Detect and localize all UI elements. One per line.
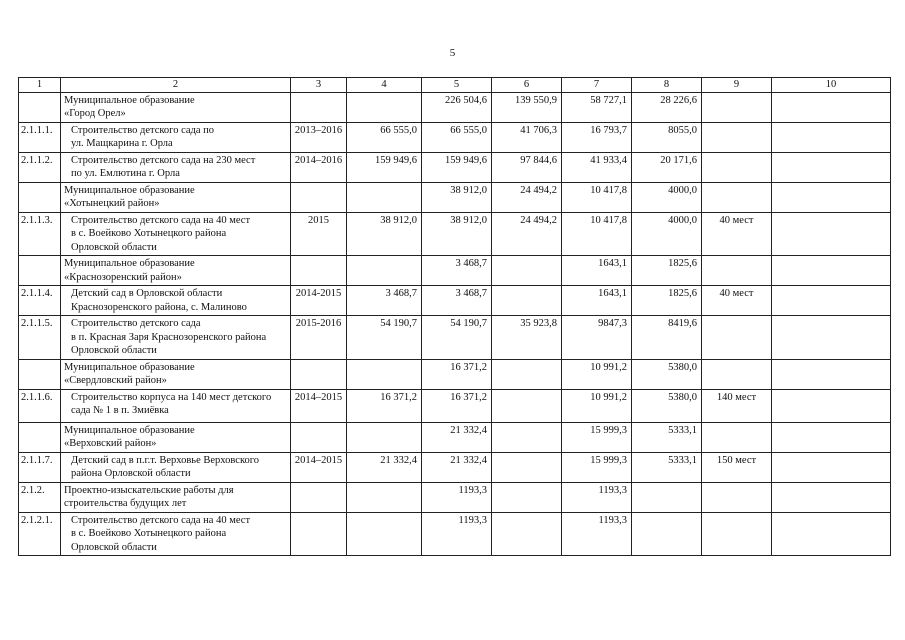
cell-years — [291, 512, 347, 556]
cell-col8: 4000,0 — [632, 212, 702, 256]
table-row — [19, 512, 891, 556]
column-header: 6 — [492, 78, 562, 93]
table-row-group — [19, 92, 891, 122]
cell-col4 — [347, 92, 422, 122]
cell-name: Муниципальное образование «Хотынецкий район» — [61, 182, 291, 212]
cell-years: 2014–2016 — [291, 152, 347, 182]
cell-col8: 20 171,6 — [632, 152, 702, 182]
cell-col6 — [492, 389, 562, 422]
cell-col10 — [772, 152, 891, 182]
cell-col9 — [702, 359, 772, 389]
cell-code: 2.1.1.1. — [19, 122, 61, 152]
cell-col10 — [772, 316, 891, 360]
cell-col4: 159 949,6 — [347, 152, 422, 182]
cell-col7: 10 417,8 — [562, 182, 632, 212]
cell-code: 2.1.1.3. — [19, 212, 61, 256]
cell-name: Строительство детского сада в п. Красная Заря Краснозоренского района Орловской области — [61, 316, 291, 360]
cell-name: Муниципальное образование «Краснозоренский район» — [61, 256, 291, 286]
cell-col8: 8419,6 — [632, 316, 702, 360]
cell-code — [19, 92, 61, 122]
cell-col7: 10 417,8 — [562, 212, 632, 256]
cell-col6 — [492, 286, 562, 316]
cell-code: 2.1.1.7. — [19, 452, 61, 482]
column-header: 3 — [291, 78, 347, 93]
cell-code — [19, 422, 61, 452]
cell-code — [19, 256, 61, 286]
table-row — [19, 389, 891, 422]
cell-code — [19, 359, 61, 389]
cell-years: 2014–2015 — [291, 452, 347, 482]
cell-code: 2.1.2. — [19, 482, 61, 512]
cell-col10 — [772, 512, 891, 556]
cell-col6 — [492, 512, 562, 556]
column-header: 4 — [347, 78, 422, 93]
cell-name: Строительство корпуса на 140 мест детского сада № 1 в п. Змиёвка — [61, 389, 291, 422]
cell-code: 2.1.1.2. — [19, 152, 61, 182]
table-row — [19, 452, 891, 482]
column-header: 10 — [772, 78, 891, 93]
cell-col10 — [772, 286, 891, 316]
cell-years — [291, 182, 347, 212]
cell-col6 — [492, 256, 562, 286]
cell-col6: 24 494,2 — [492, 182, 562, 212]
column-header: 5 — [422, 78, 492, 93]
cell-years: 2015 — [291, 212, 347, 256]
cell-col8: 1825,6 — [632, 286, 702, 316]
cell-col7: 10 991,2 — [562, 389, 632, 422]
page-number: 5 — [449, 47, 456, 59]
table-row — [19, 122, 891, 152]
cell-col9 — [702, 256, 772, 286]
cell-col6: 35 923,8 — [492, 316, 562, 360]
cell-years — [291, 92, 347, 122]
cell-code: 2.1.1.5. — [19, 316, 61, 360]
cell-col9 — [702, 482, 772, 512]
column-header: 7 — [562, 78, 632, 93]
cell-col4 — [347, 256, 422, 286]
cell-col7: 10 991,2 — [562, 359, 632, 389]
cell-col9: 40 мест — [702, 212, 772, 256]
cell-code: 2.1.1.6. — [19, 389, 61, 422]
column-header: 1 — [19, 78, 61, 93]
cell-col4: 38 912,0 — [347, 212, 422, 256]
cell-col4: 54 190,7 — [347, 316, 422, 360]
cell-col6 — [492, 482, 562, 512]
cell-col4 — [347, 422, 422, 452]
cell-col5: 3 468,7 — [422, 286, 492, 316]
cell-col5: 1193,3 — [422, 482, 492, 512]
budget-table — [18, 77, 891, 556]
cell-col6 — [492, 452, 562, 482]
cell-col10 — [772, 482, 891, 512]
cell-col6: 139 550,9 — [492, 92, 562, 122]
cell-name: Строительство детского сада на 40 мест в с. Воейково Хотынецкого района Орловской области — [61, 512, 291, 556]
cell-col6: 97 844,6 — [492, 152, 562, 182]
cell-years: 2015-2016 — [291, 316, 347, 360]
cell-col10 — [772, 182, 891, 212]
cell-col8 — [632, 512, 702, 556]
cell-col5: 226 504,6 — [422, 92, 492, 122]
cell-col6: 41 706,3 — [492, 122, 562, 152]
cell-col4 — [347, 482, 422, 512]
cell-name: Строительство детского сада на 40 мест в с. Воейково Хотынецкого района Орловской области — [61, 212, 291, 256]
cell-col10 — [772, 389, 891, 422]
cell-col9 — [702, 152, 772, 182]
cell-col10 — [772, 359, 891, 389]
cell-col9: 40 мест — [702, 286, 772, 316]
cell-years — [291, 256, 347, 286]
table-row — [19, 212, 891, 256]
cell-name: Строительство детского сада на 230 мест по ул. Емлютина г. Орла — [61, 152, 291, 182]
cell-col7: 16 793,7 — [562, 122, 632, 152]
cell-name: Муниципальное образование «Верховский район» — [61, 422, 291, 452]
cell-col5: 159 949,6 — [422, 152, 492, 182]
cell-name: Проектно-изыскательские работы для строительства будущих лет — [61, 482, 291, 512]
cell-col9 — [702, 316, 772, 360]
cell-col6 — [492, 359, 562, 389]
cell-col9: 140 мест — [702, 389, 772, 422]
cell-col10 — [772, 92, 891, 122]
cell-name: Муниципальное образование «Свердловский район» — [61, 359, 291, 389]
cell-col10 — [772, 122, 891, 152]
cell-col9 — [702, 92, 772, 122]
cell-years — [291, 482, 347, 512]
table-row — [19, 152, 891, 182]
cell-col8: 8055,0 — [632, 122, 702, 152]
cell-col8: 28 226,6 — [632, 92, 702, 122]
cell-col8 — [632, 482, 702, 512]
cell-col9 — [702, 422, 772, 452]
cell-col4: 16 371,2 — [347, 389, 422, 422]
cell-name: Муниципальное образование «Город Орел» — [61, 92, 291, 122]
cell-col5: 16 371,2 — [422, 389, 492, 422]
cell-col5: 54 190,7 — [422, 316, 492, 360]
cell-col7: 1643,1 — [562, 256, 632, 286]
cell-col7: 9847,3 — [562, 316, 632, 360]
cell-code: 2.1.1.4. — [19, 286, 61, 316]
cell-col7: 1193,3 — [562, 512, 632, 556]
column-header: 8 — [632, 78, 702, 93]
cell-col10 — [772, 212, 891, 256]
cell-col8: 1825,6 — [632, 256, 702, 286]
cell-col5: 3 468,7 — [422, 256, 492, 286]
cell-years — [291, 422, 347, 452]
cell-col4 — [347, 182, 422, 212]
cell-code: 2.1.2.1. — [19, 512, 61, 556]
table-row-group — [19, 482, 891, 512]
cell-col8: 4000,0 — [632, 182, 702, 212]
column-header: 9 — [702, 78, 772, 93]
table-row-group — [19, 359, 891, 389]
cell-col8: 5380,0 — [632, 359, 702, 389]
cell-col6 — [492, 422, 562, 452]
cell-col7: 1193,3 — [562, 482, 632, 512]
cell-col5: 1193,3 — [422, 512, 492, 556]
cell-col5: 66 555,0 — [422, 122, 492, 152]
column-header-row — [19, 78, 891, 93]
cell-col7: 1643,1 — [562, 286, 632, 316]
cell-name: Строительство детского сада по ул. Мащкарина г. Орла — [61, 122, 291, 152]
cell-col4: 21 332,4 — [347, 452, 422, 482]
cell-years: 2014-2015 — [291, 286, 347, 316]
cell-col5: 21 332,4 — [422, 452, 492, 482]
cell-col8: 5380,0 — [632, 389, 702, 422]
column-header: 2 — [61, 78, 291, 93]
cell-col7: 58 727,1 — [562, 92, 632, 122]
cell-col7: 15 999,3 — [562, 452, 632, 482]
cell-col9: 150 мест — [702, 452, 772, 482]
cell-col5: 16 371,2 — [422, 359, 492, 389]
cell-col9 — [702, 122, 772, 152]
table-row-group — [19, 182, 891, 212]
cell-col10 — [772, 422, 891, 452]
table-row — [19, 316, 891, 360]
cell-col4: 3 468,7 — [347, 286, 422, 316]
cell-name: Детский сад в Орловской области Краснозоренского района, с. Малиново — [61, 286, 291, 316]
cell-col5: 38 912,0 — [422, 182, 492, 212]
cell-col9 — [702, 512, 772, 556]
table-row-group — [19, 256, 891, 286]
cell-col4: 66 555,0 — [347, 122, 422, 152]
cell-code — [19, 182, 61, 212]
cell-col4 — [347, 359, 422, 389]
cell-col10 — [772, 452, 891, 482]
cell-col5: 38 912,0 — [422, 212, 492, 256]
cell-col5: 21 332,4 — [422, 422, 492, 452]
cell-col6: 24 494,2 — [492, 212, 562, 256]
table-row — [19, 286, 891, 316]
cell-name: Детский сад в п.г.т. Верховье Верховского района Орловской области — [61, 452, 291, 482]
cell-col8: 5333,1 — [632, 422, 702, 452]
cell-col7: 41 933,4 — [562, 152, 632, 182]
cell-col7: 15 999,3 — [562, 422, 632, 452]
cell-years: 2013–2016 — [291, 122, 347, 152]
cell-col4 — [347, 512, 422, 556]
cell-col10 — [772, 256, 891, 286]
cell-col8: 5333,1 — [632, 452, 702, 482]
cell-col9 — [702, 182, 772, 212]
cell-years — [291, 359, 347, 389]
cell-years: 2014–2015 — [291, 389, 347, 422]
table-row-group — [19, 422, 891, 452]
